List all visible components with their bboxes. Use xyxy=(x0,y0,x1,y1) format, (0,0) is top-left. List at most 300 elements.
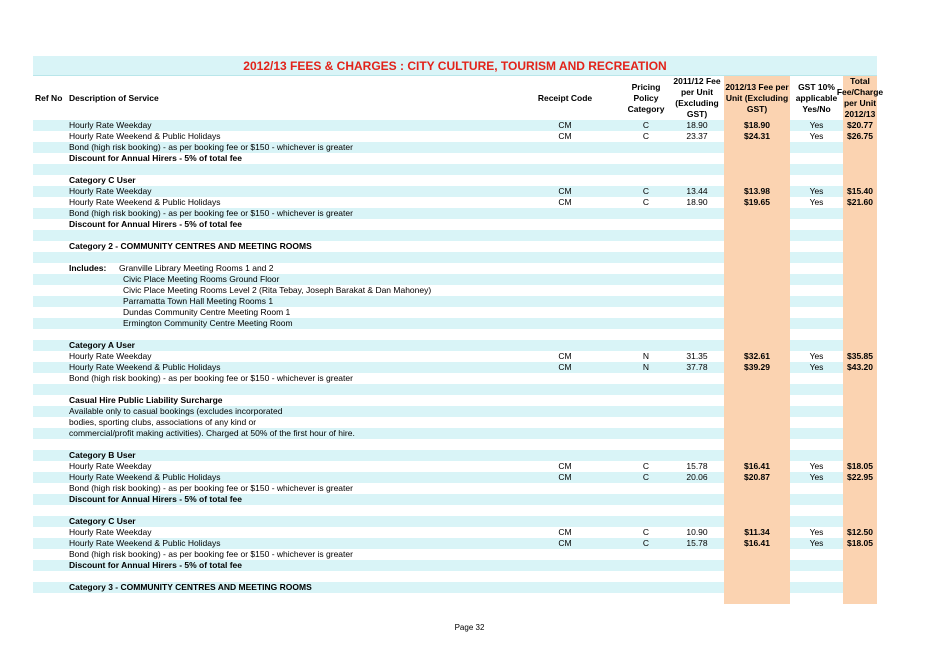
row-fee-2012 xyxy=(724,406,790,417)
row-fee-2012 xyxy=(724,318,790,329)
row-description: Ermington Community Centre Meeting Room xyxy=(123,318,293,328)
table-row xyxy=(33,274,877,285)
header-total: Total Fee/Charge per Unit 2012/13 xyxy=(836,76,884,119)
row-fee-2011 xyxy=(671,505,723,516)
row-pricing-category xyxy=(623,560,669,571)
row-total xyxy=(843,285,877,296)
table-row xyxy=(33,351,877,362)
row-description xyxy=(69,230,519,241)
row-fee-2012 xyxy=(724,142,790,153)
row-pricing-category xyxy=(623,329,669,340)
row-fee-2011 xyxy=(671,593,723,604)
row-gst xyxy=(790,329,843,340)
row-receipt-code xyxy=(527,571,603,582)
row-fee-2012 xyxy=(724,373,790,384)
row-gst xyxy=(790,263,843,274)
row-gst xyxy=(790,219,843,230)
row-fee-2012: $18.90 xyxy=(724,120,790,131)
row-gst xyxy=(790,417,843,428)
row-fee-2011 xyxy=(671,516,723,527)
row-description: Hourly Rate Weekend & Public Holidays xyxy=(69,362,221,372)
row-description: Granville Library Meeting Rooms 1 and 2 xyxy=(119,263,274,273)
row-total xyxy=(843,450,877,461)
row-fee-2011 xyxy=(671,142,723,153)
row-receipt-code xyxy=(527,450,603,461)
row-pricing-category xyxy=(623,296,669,307)
row-fee-2011 xyxy=(671,175,723,186)
row-receipt-code xyxy=(527,516,603,527)
row-pricing-category xyxy=(623,428,669,439)
row-total xyxy=(843,340,877,351)
table-row xyxy=(33,582,877,593)
row-pricing-category xyxy=(623,230,669,241)
row-receipt-code xyxy=(527,274,603,285)
row-gst xyxy=(790,384,843,395)
row-receipt-code xyxy=(527,175,603,186)
table-row xyxy=(33,483,877,494)
row-gst: Yes xyxy=(790,362,843,373)
row-total xyxy=(843,307,877,318)
row-fee-2012 xyxy=(724,439,790,450)
row-pricing-category xyxy=(623,340,669,351)
row-gst xyxy=(790,153,843,164)
row-receipt-code xyxy=(527,164,603,175)
row-receipt-code xyxy=(527,549,603,560)
row-fee-2012: $11.34 xyxy=(724,527,790,538)
row-receipt-code xyxy=(527,219,603,230)
table-row xyxy=(33,571,877,582)
row-fee-2011 xyxy=(671,571,723,582)
row-fee-2012 xyxy=(724,175,790,186)
row-fee-2011 xyxy=(671,439,723,450)
row-pricing-category xyxy=(623,505,669,516)
row-total: $35.85 xyxy=(843,351,877,362)
row-fee-2011: 37.78 xyxy=(686,362,708,372)
row-gst xyxy=(790,428,843,439)
row-fee-2011 xyxy=(671,219,723,230)
row-fee-2011 xyxy=(671,230,723,241)
row-pricing-category: C xyxy=(642,131,650,141)
row-fee-2012 xyxy=(724,340,790,351)
row-description: Available only to casual bookings (excludes incorporated xyxy=(69,406,283,416)
row-description: Civic Place Meeting Rooms Level 2 (Rita Tebay, Joseph Barakat & Dan Mahoney) xyxy=(123,285,432,295)
row-gst xyxy=(790,208,843,219)
row-fee-2011 xyxy=(671,296,723,307)
row-pricing-category: C xyxy=(642,186,650,196)
row-gst: Yes xyxy=(790,131,843,142)
row-fee-2012 xyxy=(724,549,790,560)
row-fee-2012 xyxy=(724,263,790,274)
row-pricing-category xyxy=(623,483,669,494)
row-total: $15.40 xyxy=(843,186,877,197)
row-description: Hourly Rate Weekday xyxy=(69,186,152,196)
row-fee-2012 xyxy=(724,428,790,439)
row-fee-2011: 31.35 xyxy=(686,351,708,361)
row-total xyxy=(843,428,877,439)
row-receipt-code xyxy=(527,296,603,307)
row-receipt-code xyxy=(527,208,603,219)
row-receipt-code xyxy=(527,593,603,604)
table-row xyxy=(33,329,877,340)
row-pricing-category: C xyxy=(642,120,650,130)
row-fee-2011 xyxy=(671,241,723,252)
row-total xyxy=(843,373,877,384)
table-row xyxy=(33,549,877,560)
row-pricing-category xyxy=(623,164,669,175)
row-receipt-code xyxy=(527,439,603,450)
row-total: $20.77 xyxy=(843,120,877,131)
row-pricing-category xyxy=(623,219,669,230)
row-fee-2011 xyxy=(671,340,723,351)
row-gst: Yes xyxy=(790,472,843,483)
row-fee-2012: $39.29 xyxy=(724,362,790,373)
table-row xyxy=(33,285,877,296)
row-total: $26.75 xyxy=(843,131,877,142)
row-total xyxy=(843,406,877,417)
row-receipt-code xyxy=(527,494,603,505)
row-description: Category B User xyxy=(69,450,136,460)
row-pricing-category xyxy=(623,175,669,186)
row-receipt-code xyxy=(527,142,603,153)
row-total xyxy=(843,153,877,164)
table-row xyxy=(33,307,877,318)
row-description: Discount for Annual Hirers - 5% of total fee xyxy=(69,494,243,504)
row-description xyxy=(69,439,519,450)
row-fee-2012: $32.61 xyxy=(724,351,790,362)
row-fee-2011 xyxy=(671,274,723,285)
row-total xyxy=(843,439,877,450)
row-description: Hourly Rate Weekday xyxy=(69,351,152,361)
row-description xyxy=(69,164,519,175)
row-description: Dundas Community Centre Meeting Room 1 xyxy=(123,307,291,317)
row-fee-2012 xyxy=(724,307,790,318)
row-total xyxy=(843,208,877,219)
table-row xyxy=(33,120,877,131)
row-pricing-category xyxy=(623,395,669,406)
row-receipt-code xyxy=(527,329,603,340)
row-pricing-category xyxy=(623,417,669,428)
table-title: 2012/13 FEES & CHARGES : CITY CULTURE, TOURISM AND RECREATION xyxy=(33,56,877,76)
row-gst xyxy=(790,164,843,175)
row-receipt-code xyxy=(527,241,603,252)
row-fee-2011: 10.90 xyxy=(686,527,708,537)
row-receipt-code xyxy=(527,384,603,395)
row-gst xyxy=(790,230,843,241)
row-description: Bond (high risk booking) - as per booking fee or $150 - whichever is greater xyxy=(69,142,353,152)
row-total: $12.50 xyxy=(843,527,877,538)
row-fee-2011 xyxy=(671,395,723,406)
row-pricing-category: C xyxy=(642,461,650,471)
table-row xyxy=(33,219,877,230)
row-fee-2011: 23.37 xyxy=(686,131,708,141)
row-fee-2012 xyxy=(724,516,790,527)
includes-label: Includes: xyxy=(69,263,107,273)
table-body xyxy=(33,120,877,604)
row-receipt-code: CM xyxy=(558,461,572,471)
row-fee-2012 xyxy=(724,285,790,296)
row-fee-2011: 18.90 xyxy=(686,197,708,207)
row-fee-2011 xyxy=(671,164,723,175)
row-fee-2011 xyxy=(671,582,723,593)
table-row xyxy=(33,516,877,527)
row-fee-2012 xyxy=(724,274,790,285)
header-ref-no: Ref No xyxy=(35,92,63,103)
row-fee-2012 xyxy=(724,560,790,571)
row-total xyxy=(843,318,877,329)
row-gst: Yes xyxy=(790,351,843,362)
row-pricing-category: N xyxy=(642,351,650,361)
table-row xyxy=(33,241,877,252)
row-total xyxy=(843,549,877,560)
row-fee-2012 xyxy=(724,505,790,516)
row-description xyxy=(69,505,519,516)
row-description: Bond (high risk booking) - as per booking fee or $150 - whichever is greater xyxy=(69,483,353,493)
table-row xyxy=(33,263,877,274)
row-fee-2012 xyxy=(724,230,790,241)
row-receipt-code xyxy=(527,483,603,494)
row-gst xyxy=(790,395,843,406)
row-receipt-code xyxy=(527,560,603,571)
row-gst xyxy=(790,549,843,560)
table-row xyxy=(33,395,877,406)
row-receipt-code xyxy=(527,582,603,593)
row-pricing-category: C xyxy=(642,197,650,207)
row-fee-2012 xyxy=(724,219,790,230)
row-total: $18.05 xyxy=(843,461,877,472)
row-total xyxy=(843,560,877,571)
row-receipt-code: CM xyxy=(558,131,572,141)
row-fee-2012 xyxy=(724,571,790,582)
row-pricing-category xyxy=(623,582,669,593)
row-total xyxy=(843,417,877,428)
row-gst xyxy=(790,373,843,384)
header-fee-2012: 2012/13 Fee per Unit (Excluding GST) xyxy=(724,76,790,120)
row-fee-2011: 20.06 xyxy=(686,472,708,482)
row-gst xyxy=(790,560,843,571)
row-fee-2012: $16.41 xyxy=(724,538,790,549)
table-row xyxy=(33,450,877,461)
row-pricing-category xyxy=(623,241,669,252)
row-fee-2011 xyxy=(671,483,723,494)
row-total: $18.05 xyxy=(843,538,877,549)
row-fee-2011 xyxy=(671,450,723,461)
table-row xyxy=(33,593,877,604)
row-receipt-code: CM xyxy=(558,197,572,207)
row-receipt-code: CM xyxy=(558,186,572,196)
row-receipt-code xyxy=(527,428,603,439)
row-gst xyxy=(790,571,843,582)
header-fee-2011: 2011/12 Fee per Unit (Excluding GST) xyxy=(673,76,721,119)
row-fee-2012 xyxy=(724,395,790,406)
row-total xyxy=(843,329,877,340)
row-receipt-code xyxy=(527,406,603,417)
row-description: Hourly Rate Weekend & Public Holidays xyxy=(69,197,221,207)
row-fee-2012 xyxy=(724,483,790,494)
table-row xyxy=(33,340,877,351)
table-row xyxy=(33,197,877,208)
row-description xyxy=(69,571,519,582)
row-pricing-category xyxy=(623,406,669,417)
row-fee-2011: 13.44 xyxy=(686,186,708,196)
row-description: Hourly Rate Weekend & Public Holidays xyxy=(69,472,221,482)
row-pricing-category xyxy=(623,274,669,285)
row-description: Hourly Rate Weekday xyxy=(69,461,152,471)
row-total xyxy=(843,274,877,285)
row-pricing-category: C xyxy=(642,538,650,548)
row-pricing-category xyxy=(623,593,669,604)
header-receipt-code: Receipt Code xyxy=(537,92,593,103)
row-fee-2011 xyxy=(671,406,723,417)
row-receipt-code xyxy=(527,285,603,296)
row-pricing-category xyxy=(623,549,669,560)
row-total: $22.95 xyxy=(843,472,877,483)
row-receipt-code xyxy=(527,307,603,318)
row-pricing-category xyxy=(623,450,669,461)
row-fee-2011 xyxy=(671,428,723,439)
row-gst xyxy=(790,593,843,604)
row-total: $43.20 xyxy=(843,362,877,373)
row-pricing-category: N xyxy=(642,362,650,372)
row-fee-2011 xyxy=(671,252,723,263)
table-row xyxy=(33,164,877,175)
table-row xyxy=(33,373,877,384)
table-row xyxy=(33,494,877,505)
table-row xyxy=(33,153,877,164)
table-row xyxy=(33,175,877,186)
row-gst xyxy=(790,439,843,450)
row-total xyxy=(843,296,877,307)
row-gst xyxy=(790,285,843,296)
row-pricing-category xyxy=(623,252,669,263)
row-description: Category A User xyxy=(69,340,135,350)
row-gst xyxy=(790,406,843,417)
row-pricing-category xyxy=(623,384,669,395)
row-description: Discount for Annual Hirers - 5% of total fee xyxy=(69,153,243,163)
row-total xyxy=(843,582,877,593)
row-description: Category C User xyxy=(69,175,136,185)
row-fee-2012: $19.65 xyxy=(724,197,790,208)
row-receipt-code xyxy=(527,263,603,274)
row-gst: Yes xyxy=(790,461,843,472)
row-gst xyxy=(790,494,843,505)
row-total xyxy=(843,395,877,406)
row-gst xyxy=(790,252,843,263)
row-gst xyxy=(790,340,843,351)
row-pricing-category xyxy=(623,571,669,582)
row-fee-2011: 15.78 xyxy=(686,461,708,471)
row-description: Hourly Rate Weekday xyxy=(69,527,152,537)
row-description: Discount for Annual Hirers - 5% of total fee xyxy=(69,560,243,570)
table-row xyxy=(33,472,877,483)
row-total xyxy=(843,142,877,153)
row-fee-2011 xyxy=(671,208,723,219)
table-row xyxy=(33,131,877,142)
row-fee-2011 xyxy=(671,318,723,329)
row-receipt-code: CM xyxy=(558,472,572,482)
row-receipt-code: CM xyxy=(558,362,572,372)
row-description: Category 2 - COMMUNITY CENTRES AND MEETING ROOMS xyxy=(69,241,312,251)
row-total xyxy=(843,263,877,274)
row-pricing-category: C xyxy=(642,527,650,537)
table-row xyxy=(33,252,877,263)
row-pricing-category xyxy=(623,208,669,219)
row-fee-2011: 15.78 xyxy=(686,538,708,548)
row-receipt-code xyxy=(527,505,603,516)
table-row xyxy=(33,439,877,450)
row-fee-2012 xyxy=(724,384,790,395)
row-receipt-code xyxy=(527,153,603,164)
row-fee-2012 xyxy=(724,296,790,307)
row-receipt-code: CM xyxy=(558,538,572,548)
row-total xyxy=(843,252,877,263)
row-fee-2011 xyxy=(671,560,723,571)
row-pricing-category xyxy=(623,494,669,505)
row-receipt-code xyxy=(527,373,603,384)
row-total xyxy=(843,516,877,527)
row-receipt-code xyxy=(527,230,603,241)
header-description: Description of Service xyxy=(69,92,159,103)
row-pricing-category xyxy=(623,142,669,153)
row-description xyxy=(69,593,519,604)
table-row xyxy=(33,461,877,472)
row-total xyxy=(843,384,877,395)
row-receipt-code: CM xyxy=(558,120,572,130)
row-total xyxy=(843,219,877,230)
row-pricing-category xyxy=(623,307,669,318)
row-receipt-code xyxy=(527,318,603,329)
row-fee-2011 xyxy=(671,307,723,318)
row-description: Hourly Rate Weekday xyxy=(69,120,152,130)
row-receipt-code: CM xyxy=(558,527,572,537)
row-gst xyxy=(790,307,843,318)
table-row xyxy=(33,428,877,439)
table-row xyxy=(33,142,877,153)
row-description: Bond (high risk booking) - as per booking fee or $150 - whichever is greater xyxy=(69,373,353,383)
row-gst xyxy=(790,142,843,153)
table-row xyxy=(33,560,877,571)
row-gst xyxy=(790,505,843,516)
row-description: Category C User xyxy=(69,516,136,526)
row-fee-2012 xyxy=(724,208,790,219)
row-gst: Yes xyxy=(790,538,843,549)
row-receipt-code xyxy=(527,252,603,263)
row-fee-2012 xyxy=(724,582,790,593)
row-fee-2012 xyxy=(724,329,790,340)
row-fee-2011 xyxy=(671,384,723,395)
row-fee-2011 xyxy=(671,549,723,560)
table-row xyxy=(33,208,877,219)
row-description: Casual Hire Public Liability Surcharge xyxy=(69,395,223,405)
row-fee-2011 xyxy=(671,285,723,296)
row-pricing-category xyxy=(623,263,669,274)
row-fee-2012: $20.87 xyxy=(724,472,790,483)
row-gst: Yes xyxy=(790,527,843,538)
row-fee-2012: $16.41 xyxy=(724,461,790,472)
row-fee-2011 xyxy=(671,417,723,428)
row-fee-2012 xyxy=(724,153,790,164)
row-fee-2011 xyxy=(671,263,723,274)
fees-table xyxy=(33,56,884,604)
row-total xyxy=(843,483,877,494)
row-description: Bond (high risk booking) - as per booking fee or $150 - whichever is greater xyxy=(69,549,353,559)
row-fee-2011 xyxy=(671,153,723,164)
row-description xyxy=(69,252,519,263)
row-description: Hourly Rate Weekend & Public Holidays xyxy=(69,538,221,548)
row-total: $21.60 xyxy=(843,197,877,208)
table-row xyxy=(33,296,877,307)
row-fee-2012 xyxy=(724,494,790,505)
row-fee-2011 xyxy=(671,329,723,340)
